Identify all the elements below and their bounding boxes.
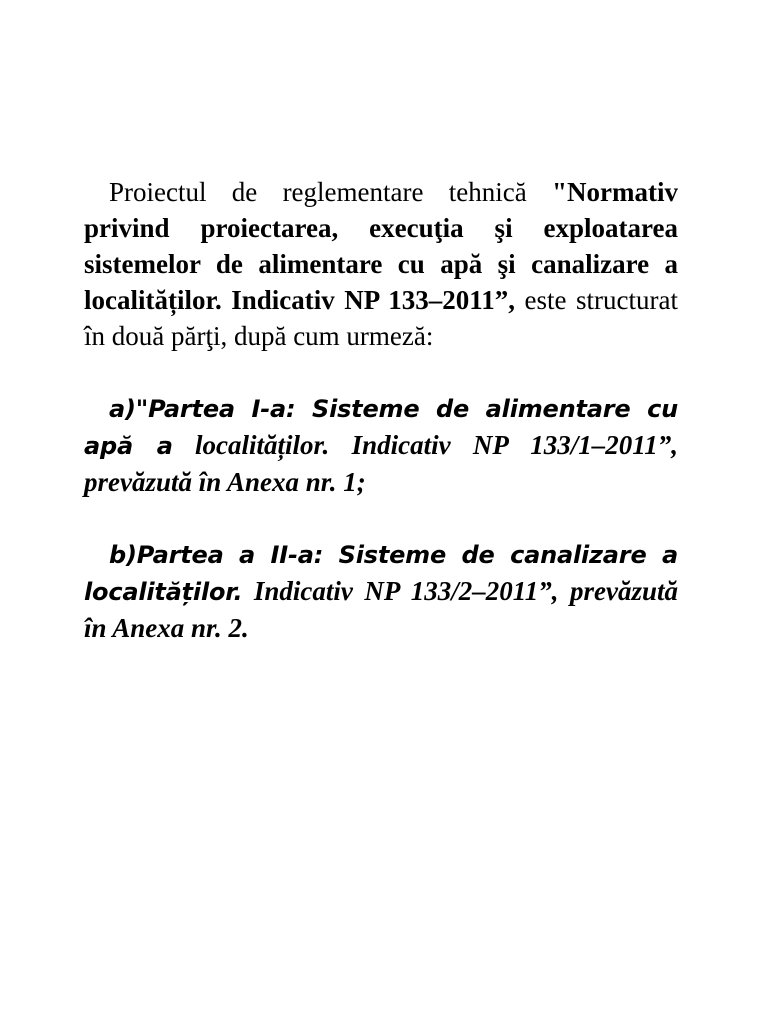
intro-lead-text: Proiectul de reglementare tehnică [109,177,553,207]
list-item-b [84,536,678,646]
list-item-a-marker: a) [109,395,136,423]
paragraph-spacer [84,500,678,536]
list-item-b-marker: b) [109,541,137,569]
normativ-title: "Normativ privind proiectarea, execuţia şi exploatarea sistemelor de alimentare cu apă şi canalizare a localităților. Indicativ NP 133–2011”, [84,177,678,315]
list-item-a-rest: localităților. Indicativ NP 133/1–2011”, prevăzută în Anexa nr. 1; [84,430,678,497]
list-item-a [84,390,678,500]
paragraph-spacer [84,354,678,390]
intro-paragraph [84,174,678,354]
list-item-b-label: Partea a II-a: Sisteme de canalizare a localităților. [84,541,678,606]
intro-tail-text: este structurat în două părţi, după cum urmeză: [84,285,678,351]
list-item-b-rest: Indicativ NP 133/2–2011”, prevăzută în Anexa nr. 2. [84,576,678,643]
list-item-a-label: "Partea I-a: Sisteme de alimentare cu apă a [84,395,678,460]
document-body [84,174,678,646]
